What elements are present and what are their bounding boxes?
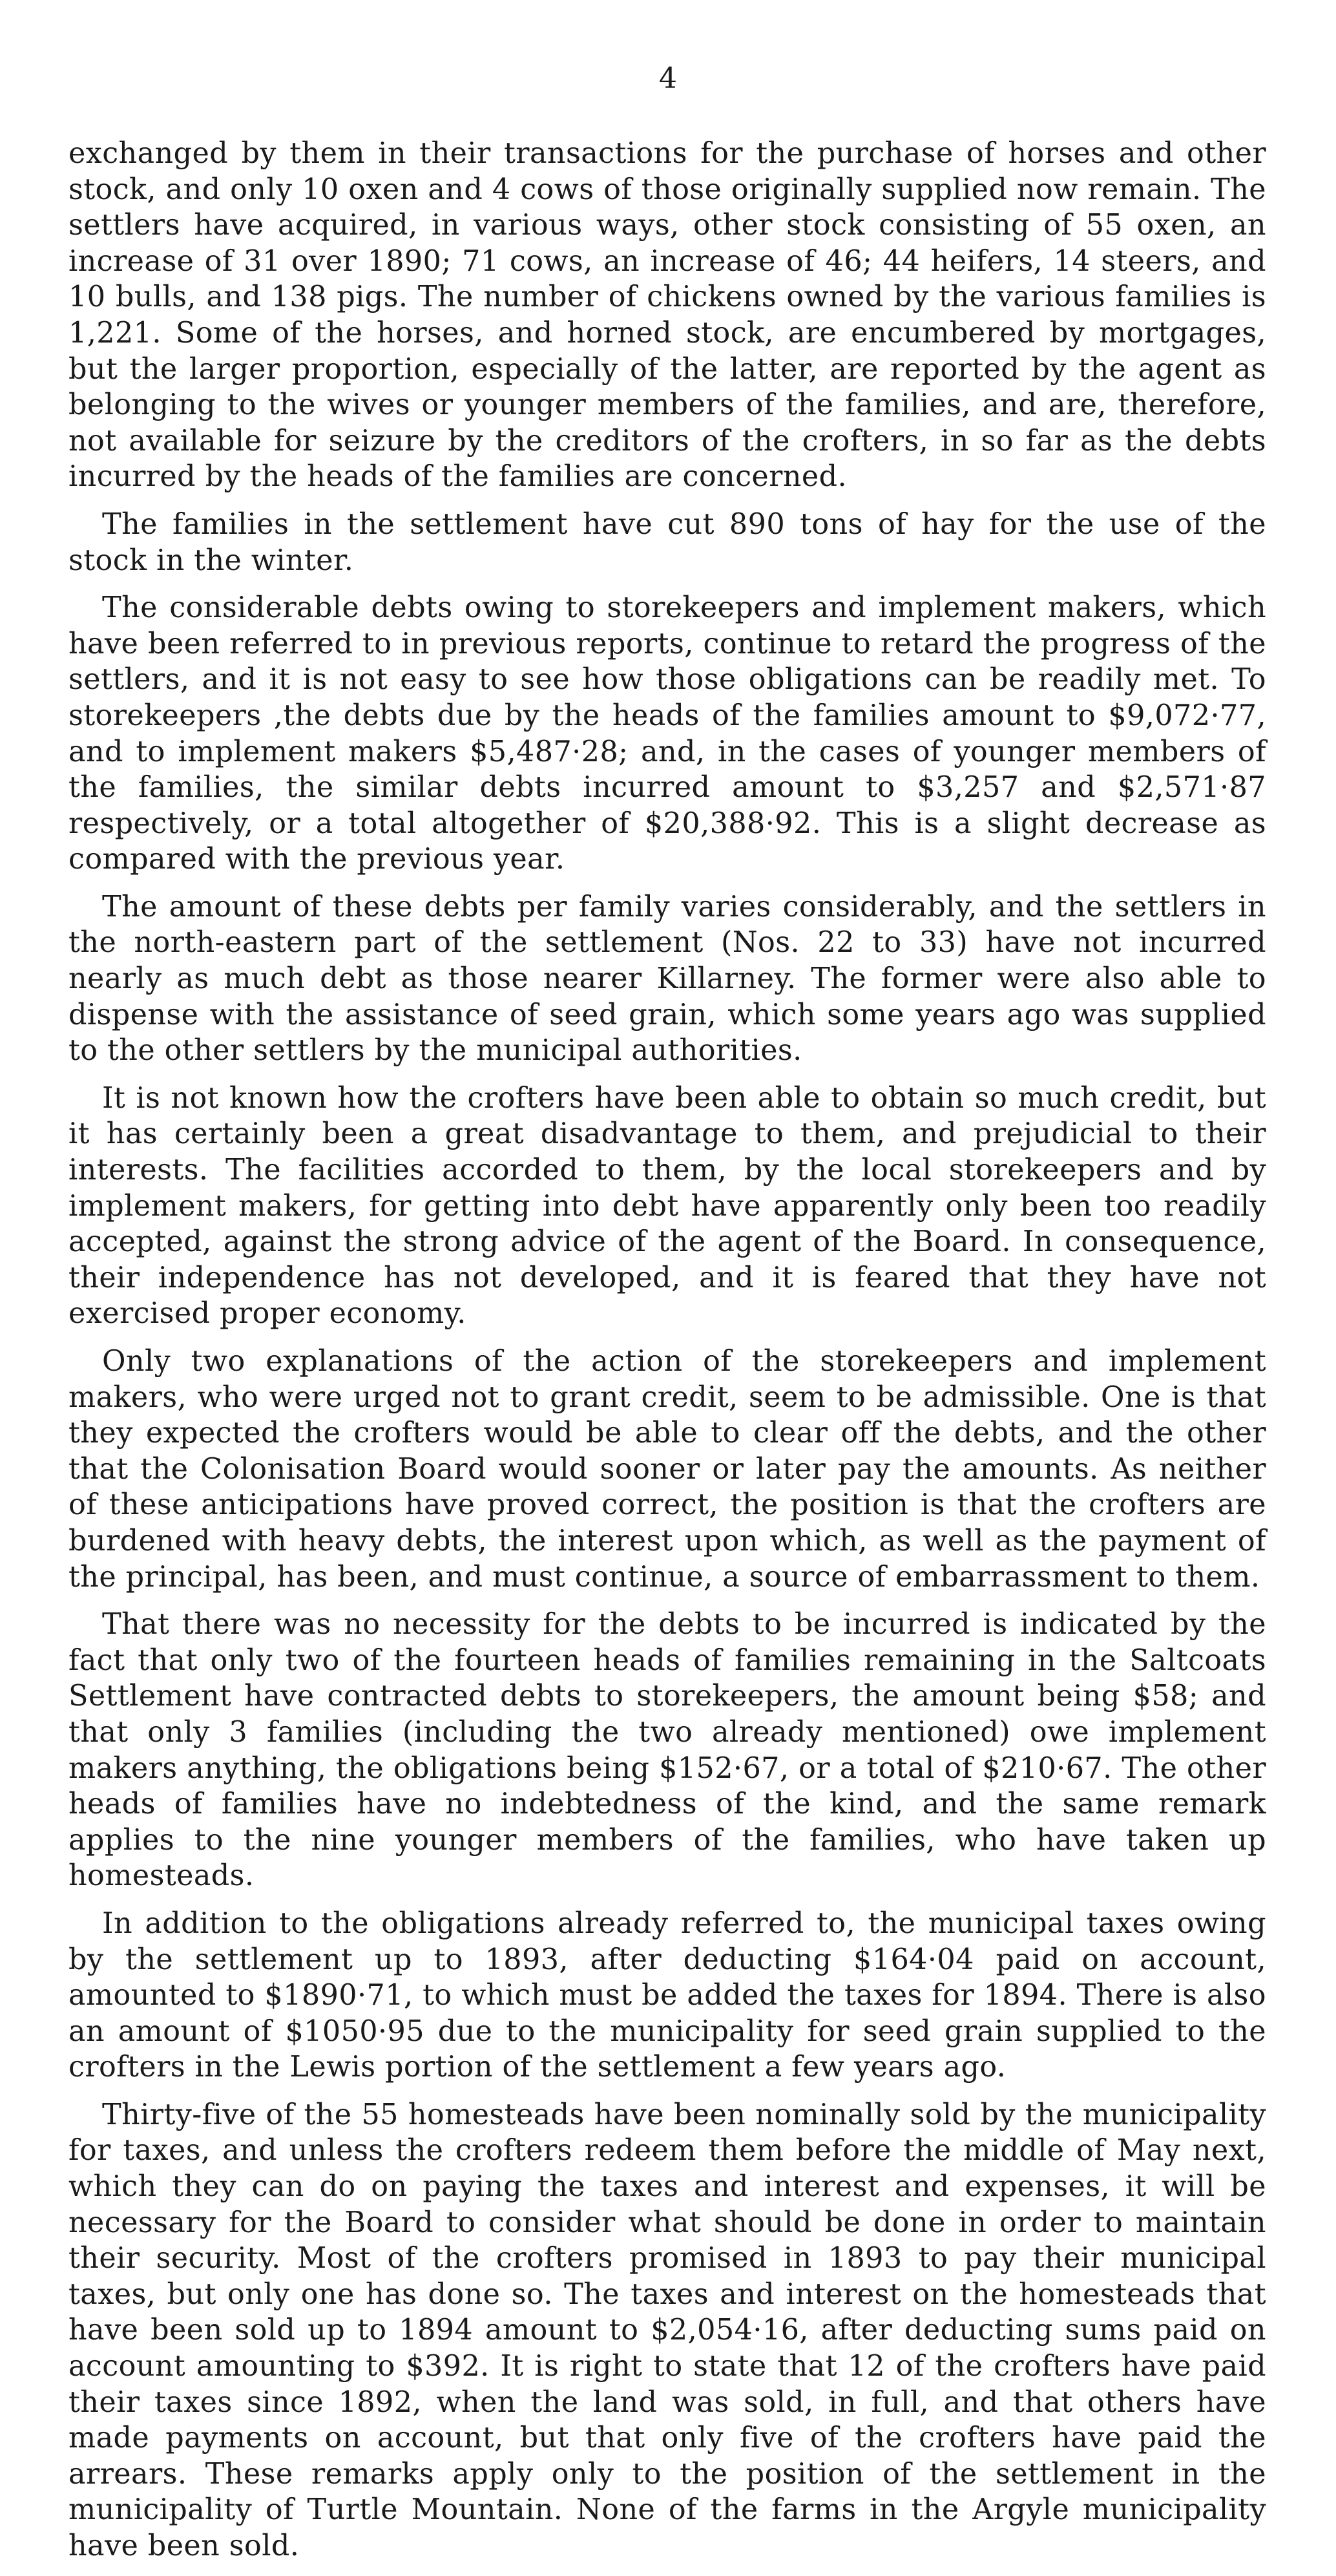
paragraph-debts: The considerable debts owing to storekeepers and implement makers, which have been referred to in previous reports, continue to retard the progress of the settlers, and it is not easy to see how those obligations can be readily met. To storekeepers ,the debts due by the heads of the families amount to $9,072·77, and to implement makers $5,487·28; and, in the cases of younger members of the families, the similar debts incurred amount to $3,257 and $2,571·87 respectively, or a total altogether of $20,388·92. This is a slight decrease as compared with the previous year. [68, 591, 1266, 876]
paragraph-credit: It is not known how the crofters have been able to obtain so much credit, but it has certainly been a great disadvantage to them, and prejudicial to their interests. The facilities accorded to them, by the local storekeepers and by implement makers, for getting into debt have apparently only been too readily accepted, against the strong advice of the agent of the Board. In consequence, their independence has not developed, and it is feared that they have not exercised proper economy. [68, 1081, 1266, 1331]
paragraph-explanations: Only two explanations of the action of the storekeepers and implement makers, who were urged not to grant credit, seem to be admissible. One is that they expected the crofters would be able to clear off the debts, and the other that the Colonisation Board would sooner or later pay the amounts. As neither of these anticipations have proved correct, the position is that the crofters are burdened with heavy debts, the interest upon which, as well as the payment of the principal, has been, and must continue, a source of embarrassment to them. [68, 1345, 1266, 1594]
paragraph-homesteads-sold: Thirty-five of the 55 homesteads have been nominally sold by the municipality for taxes, and unless the crofters redeem them before the middle of May next, which they can do on paying the taxes and interest and expenses, it will be necessary for the Board to consider what should be done in order to maintain their security. Most of the crofters promised in 1893 to pay their municipal taxes, but only one has done so. The taxes and interest on the homesteads that have been sold up to 1894 amount to $2,054·16, after deducting sums paid on account amounting to $392. It is right to state that 12 of the crofters have paid their taxes since 1892, when the land was sold, in full, and that others have made payments on account, but that only five of the crofters have paid the arrears. These remarks apply only to the position of the settlement in the municipality of Turtle Mountain. None of the farms in the Argyle municipality have been sold. [68, 2098, 1266, 2562]
paragraph-debt-variation: The amount of these debts per family varies considerably, and the settlers in the north-eastern part of the settlement (Nos. 22 to 33) have not incurred nearly as much debt as those nearer Killarney. The former were also able to dispense with the assistance of seed grain, which some years ago was supplied to the other settlers by the municipal authorities. [68, 890, 1266, 1068]
paragraph-livestock: exchanged by them in their transactions for the purchase of horses and other stock, and only 10 oxen and 4 cows of those originally supplied now remain. The settlers have acquired, in various ways, other stock consisting of 55 oxen, an increase of 31 over 1890; 71 cows, an increase of 46; 44 heifers, 14 steers, and 10 bulls, and 138 pigs. The number of chickens owned by the various families is 1,221. Some of the horses, and horned stock, are encumbered by mortgages, but the larger proportion, especially of the latter, are reported by the agent as belonging to the wives or younger members of the families, and are, therefore, not available for seizure by the creditors of the crofters, in so far as the debts incurred by the heads of the families are concerned. [68, 137, 1266, 494]
page-number: 4 [659, 62, 677, 95]
paragraph-hay: The families in the settlement have cut 890 tons of hay for the use of the stock in the winter. [68, 507, 1266, 577]
paragraph-saltcoats: That there was no necessity for the debts to be incurred is indicated by the fact that only two of the fourteen heads of families remaining in the Saltcoats Settlement have contracted debts to storekeepers, the amount being $58; and that only 3 families (including the two already mentioned) owe implement makers anything, the obligations being $152·67, or a total of $210·67. The other heads of families have no indebtedness of the kind, and the same remark applies to the nine younger members of the families, who have taken up homesteads. [68, 1608, 1266, 1893]
paragraph-municipal-taxes: In addition to the obligations already referred to, the municipal taxes owing by the settlement up to 1893, after deducting $164·04 paid on account, amounted to $1890·71, to which must be added the taxes for 1894. There is also an amount of $1050·95 due to the municipality for seed grain supplied to the crofters in the Lewis portion of the settlement a few years ago. [68, 1906, 1266, 2084]
body-text [68, 136, 1266, 2576]
